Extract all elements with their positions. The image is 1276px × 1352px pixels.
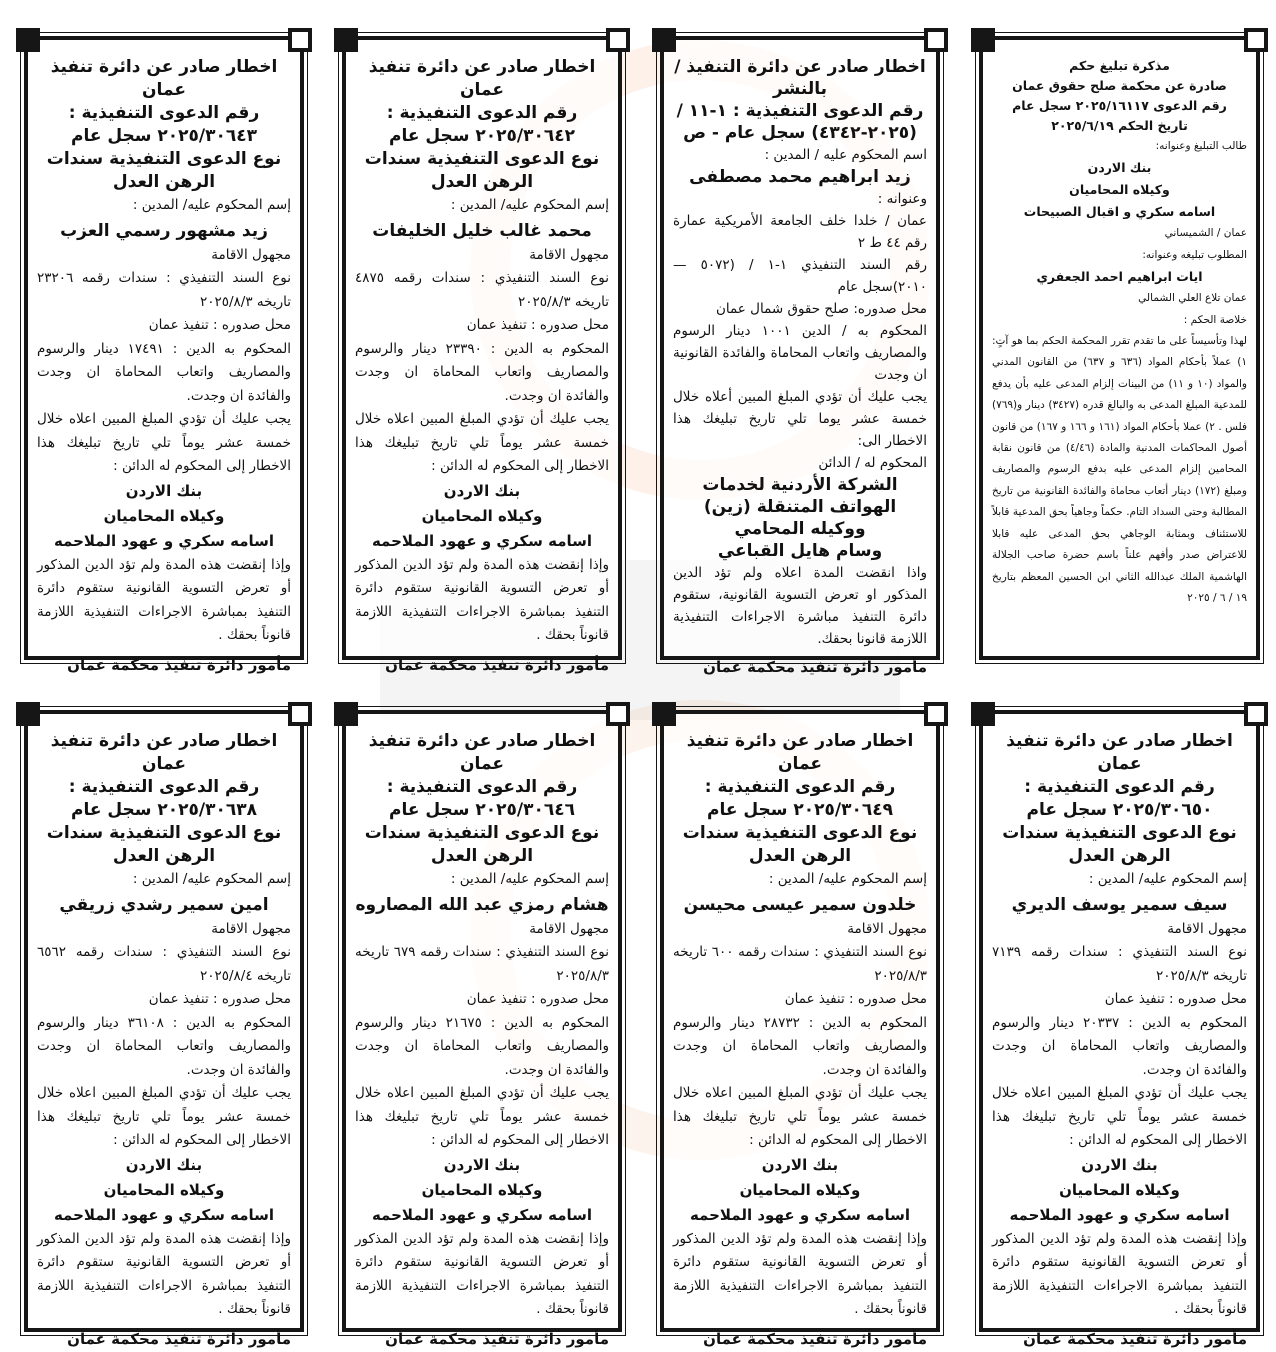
memo-court: صادرة عن محكمة صلح حقوق عمان (1012, 78, 1227, 93)
debtor-label: إسم المحكوم عليه/ المدين : (132, 871, 291, 887)
signature: مأمور دائرة تنفيذ محكمة عمان (67, 655, 291, 674)
creditor-line: وسام هايل القباعي (717, 541, 883, 561)
warning-text: وإذا إنقضت هذه المدة ولم تؤد الدين المذكور أو تعرض التسوية القانونية ستقوم دائرة التنفيذ بمباشرة الاجراءات التنفيذية اللازمة قانوناً بحقك . (992, 1230, 1247, 1317)
debtor-name: سيف سمير يوسف الديري (1011, 894, 1228, 915)
warning-text: وإذا إنقضت هذه المدة ولم تؤد الدين المذكور أو تعرض التسوية القانونية ستقوم دائرة التنفيذ بمباشرة الاجراءات التنفيذية اللازمة قانوناً بحقك . (37, 556, 291, 643)
payment-demand: يجب عليك أن تؤدي المبلغ المبين اعلاه خلال خمسة عشر يوماً تلي تاريخ تبليغك هذا الاخطار إلى المحكوم له الدائن : (37, 1085, 291, 1148)
creditor-line: اسامه سكري و عهود الملاحمه (53, 1205, 275, 1224)
execution-notice (24, 36, 304, 674)
creditor-line: وكيلاه المحاميان (421, 506, 543, 525)
debtor-name: زيد مشهور رسمي العزب (60, 220, 268, 241)
payment-demand: يجب عليك أن تؤدي المبلغ المبين اعلاه خلال خمسة عشر يوماً تلي تاريخ تبليغك هذا الاخطار إلى المحكوم له الدائن : (992, 1085, 1247, 1148)
memo-summary-text: لهذا وتأسيساً على ما تقدم تقرر المحكمة الحكم بما هو آتٍ: ١) عملاً بأحكام المواد (٦٣٦ و ٦٣٧) من القانون المدني والمواد (١٠ و ١١) من البينات إلزام المدعى عليه بأن يدفع للمدعية المبلغ المدعى به والبالغ قدره (٣٤٢٧) دينار و(٧٦٩) فلس . ٢) عملا بأحكام المواد (١٦١ و ١٦٦ و ١٦٧) من قانون أصول المحاكمات المدنية والمادة (٤/٤٦) من قانون نقابة المحامين إلزام المدعى عليه بدفع الرسوم والمصاريف ومبلغ (١٧٢) دينار أتعاب محاماة والفائدة القانونية من تاريخ المطالبة وحتى السداد التام. حكماً وجاهياً بحق المدعية قابلاً للاستئناف وبمثابة الوجاهي بحق المدعى عليه قابلا للاعتراض صدر وأفهم علناً باسم حضرة صاحب الجلالة الهاشمية الملك عبدالله الثاني ابن الحسين المعظم بتاريخ ١٩ / ٦ / ٢٠٢٥ (992, 335, 1247, 604)
execution-notice (660, 710, 940, 1348)
case-type: نوع الدعوى التنفيذية سندات الرهن العدل (364, 149, 600, 192)
debtor-label: إسم المحكوم عليه/ المدين : (768, 871, 927, 887)
debtor-name: خلدون سمير عيسى محيسن (683, 894, 917, 915)
creditor-line: وكيلاه المحاميان (103, 1180, 225, 1199)
case-type: نوع الدعوى التنفيذية سندات الرهن العدل (682, 823, 918, 866)
case-type: نوع الدعوى التنفيذية سندات الرهن العدل (1002, 823, 1237, 866)
memo-requester-line: وكيلاه المحاميان (1069, 182, 1170, 198)
memo-respondent-address: عمان تلاع العلي الشمالي (1138, 292, 1247, 305)
case-label: رقم الدعوى التنفيذية : (386, 103, 578, 123)
warning-text: وإذا إنقضت هذه المدة ولم تؤد الدين المذكور أو تعرض التسوية القانونية ستقوم دائرة التنفيذ بمباشرة الاجراءات التنفيذية اللازمة قانوناً بحقك . (673, 1230, 927, 1317)
execution-notice (342, 36, 622, 674)
bond-info: رقم السند التنفيذي ١-١ / (٥٠٧٢ — ٢٠١٠)سجل عام (673, 257, 927, 295)
creditor-line: ووكيله المحامي (734, 519, 866, 539)
creditor-line: بنك الاردن (125, 1155, 203, 1174)
warning-text: وإذا إنقضت هذه المدة ولم تؤد الدين المذكور أو تعرض التسوية القانونية ستقوم دائرة التنفيذ بمباشرة الاجراءات التنفيذية اللازمة قانوناً بحقك . (355, 556, 609, 643)
signature: مأمور دائرة تنفيذ محكمة عمان (703, 658, 927, 676)
signature: مأمور دائرة تنفيذ محكمة عمان (385, 655, 609, 674)
issuer-info: محل صدوره : تنفيذ عمان (466, 317, 609, 333)
bond-info: نوع السند التنفيذي : سندات رقمه ٦٥٦٢ تاريخه ٢٠٢٥/٨/٤ (37, 944, 291, 984)
debtor-name: هشام رمزي عبد الله المصاروه (355, 894, 609, 915)
creditor-line: الشركة الأردنية لخدمات الهواتف المتنقلة (زين) (702, 475, 898, 517)
notice-title: اخطار صادر عن دائرة تنفيذ عمان (368, 731, 596, 774)
debt-info: المحكوم به الدين : ٢٣٣٩٠ دينار والرسوم والمصاريف واتعاب المحاماة ان وجدت والفائدة ان وجدت. (355, 340, 609, 404)
debtor-name: محمد غالب خليل الخليفات (372, 220, 592, 241)
memo-requester-label: طالب التبليغ وعنوانه: (1155, 140, 1247, 152)
debtor-label: إسم المحكوم عليه/ المدين : (450, 197, 609, 213)
payment-demand: يجب عليك أن تؤدي المبلغ المبين اعلاه خلال خمسة عشر يوماً تلي تاريخ تبليغك هذا الاخطار إلى المحكوم له الدائن : (355, 1085, 609, 1148)
case-label: رقم الدعوى التنفيذية : (1024, 777, 1215, 797)
creditor-line: بنك الاردن (443, 1155, 521, 1174)
creditor-line: وكيلاه المحاميان (103, 506, 225, 525)
issuer-info: محل صدوره : تنفيذ عمان (784, 991, 927, 1007)
case-label: رقم الدعوى التنفيذية : (68, 777, 260, 797)
debtor-address: عمان / خلدا خلف الجامعة الأمريكية عمارة رقم ٤٤ ط ٢ (673, 213, 927, 251)
notice-title: اخطار صادر عن دائرة تنفيذ عمان (1006, 731, 1233, 774)
creditor-line: بنك الاردن (1081, 1155, 1158, 1174)
residence: مجهول الاقامة (211, 246, 291, 263)
creditor-line: بنك الاردن (443, 481, 521, 500)
memo-respondent-label: المطلوب تبليغه وعنوانه: (1142, 248, 1247, 261)
creditor-line: بنك الاردن (761, 1155, 839, 1174)
debt-info: المحكوم به الدين : ٢٠٣٣٧ دينار والرسوم والمصاريف واتعاب المحاماة ان وجدت والفائدة ان وجدت. (992, 1014, 1247, 1078)
execution-notice-zain (660, 36, 940, 676)
creditor-line: وكيلاه المحاميان (1059, 1180, 1180, 1199)
payment-demand: يجب عليك أن تؤدي المبلغ المبين اعلاه خلال خمسة عشر يوماً تلي تاريخ تبليغك هذا الاخطار إلى المحكوم له الدائن : (37, 411, 291, 474)
case-label: رقم الدعوى التنفيذية : (704, 777, 896, 797)
notice-title: اخطار صادر عن دائرة تنفيذ عمان (686, 731, 914, 774)
debtor-name: امين سمير رشدي زريقي (59, 894, 269, 915)
debtor-name: زيد ابراهيم محمد مصطفى (689, 167, 911, 187)
notice-title: اخطار صادر عن دائرة تنفيذ عمان (50, 57, 278, 100)
issuer-info: محل صدوره : تنفيذ عمان (466, 991, 609, 1007)
creditor-label: المحكوم له / الدائن (818, 455, 927, 471)
payment-demand: يجب عليك أن تؤدي المبلغ المبين اعلاه خلال خمسة عشر يوماً تلي تاريخ تبليغك هذا الاخطار إلى المحكوم له الدائن : (673, 1085, 927, 1148)
warning-text: وإذا إنقضت هذه المدة ولم تؤد الدين المذكور أو تعرض التسوية القانونية ستقوم دائرة التنفيذ بمباشرة الاجراءات التنفيذية اللازمة قانوناً بحقك . (355, 1230, 609, 1317)
case-type: نوع الدعوى التنفيذية سندات الرهن العدل (46, 149, 282, 192)
issuer-info: محل صدوره : تنفيذ عمان (148, 317, 291, 333)
case-number: رقم الدعوى التنفيذية : ١-١١ / (٢٠٢٥-٤٣٤٢) سجل عام - ص (676, 101, 924, 143)
memo-judgment-date: تاريخ الحكم ٢٠٢٥/٦/١٩ (1051, 118, 1188, 133)
debt-info: المحكوم به الدين : ٢٨٧٣٢ دينار والرسوم والمصاريف واتعاب المحاماة ان وجدت والفائدة ان وجدت. (673, 1014, 927, 1078)
debtor-label: اسم المحكوم عليه / المدين : (764, 147, 927, 163)
signature: مأمور دائرة تنفيذ محكمة عمان (67, 1329, 291, 1348)
address-label: وعنوانه : (877, 191, 927, 207)
residence: مجهول الاقامة (847, 920, 927, 937)
debtor-label: إسم المحكوم عليه/ المدين : (1088, 871, 1247, 887)
bond-info: نوع السند التنفيذي : سندات رقمه ٦٠٠ تاريخه ٢٠٢٥/٨/٣ (673, 944, 927, 984)
case-label: رقم الدعوى التنفيذية : (386, 777, 578, 797)
payment-demand: يجب عليك أن تؤدي المبلغ المبين اعلاه خلال خمسة عشر يوماً تلي تاريخ تبليغك هذا الاخطار إلى المحكوم له الدائن : (355, 411, 609, 474)
creditor-line: اسامه سكري و عهود الملاحمه (689, 1205, 911, 1224)
creditor-line: وكيلاه المحاميان (739, 1180, 861, 1199)
debt-info: المحكوم به الدين : ٣٦١٠٨ دينار والرسوم والمصاريف واتعاب المحاماة ان وجدت والفائدة ان وجدت. (37, 1014, 291, 1078)
signature: مأمور دائرة تنفيذ محكمة عمان (703, 1329, 927, 1348)
case-type: نوع الدعوى التنفيذية سندات الرهن العدل (364, 823, 600, 866)
execution-notice (979, 710, 1260, 1348)
memo-requester-address: عمان / الشميساني (1164, 227, 1247, 240)
bond-info: نوع السند التنفيذي : سندات رقمه ٢٣٢٠٦ تاريخه ٢٠٢٥/٨/٣ (37, 270, 291, 310)
case-number: ٢٠٢٥/٣٠٦٤٢ سجل عام (388, 126, 576, 146)
issuer-info: محل صدوره : تنفيذ عمان (1104, 991, 1247, 1007)
issuer-info: محل صدوره: صلح حقوق شمال عمان (715, 301, 927, 317)
execution-notice (342, 710, 622, 1348)
creditor-line: اسامه سكري و عهود الملاحمه (371, 1205, 593, 1224)
residence: مجهول الاقامة (529, 246, 609, 263)
debt-info: المحكوم به / الدين ١٠٠١ دينار الرسوم والمصاريف واتعاب المحاماة والفائدة القانونية ان وجدت (673, 323, 927, 383)
bond-info: نوع السند التنفيذي : سندات رقمه ٦٧٩ تاريخه ٢٠٢٥/٨/٣ (355, 944, 609, 984)
payment-demand: يجب عليك أن تؤدي المبلغ المبين أعلاه خلال خمسة عشر يوما تلي تاريخ تبليغك هذا الاخطار الى: (673, 389, 927, 449)
residence: مجهول الاقامة (529, 920, 609, 937)
execution-notice (24, 710, 304, 1348)
notice-title: اخطار صادر عن دائرة تنفيذ عمان (368, 57, 596, 100)
case-type: نوع الدعوى التنفيذية سندات الرهن العدل (46, 823, 282, 866)
case-number: ٢٠٢٥/٣٠٦٤٩ سجل عام (706, 800, 894, 820)
signature: مأمور دائرة تنفيذ محكمة عمان (1023, 1329, 1247, 1348)
notice-title: اخطار صادر عن دائرة التنفيذ / بالنشر (674, 57, 926, 99)
memo-summary-label: خلاصة الحكم : (1183, 313, 1247, 326)
bond-info: نوع السند التنفيذي : سندات رقمه ٧١٣٩ تاريخه ٢٠٢٥/٨/٣ (992, 944, 1247, 984)
memo-title: مذكرة تبليغ حكم (1069, 58, 1170, 73)
case-number: ٢٠٢٥/٣٠٦٣٨ سجل عام (70, 800, 258, 820)
memo-case-number: رقم الدعوى ٢٠٢٥/١٦١١٧ سجل عام (1012, 98, 1227, 113)
residence: مجهول الاقامة (211, 920, 291, 937)
creditor-line: اسامه سكري و عهود الملاحمه (53, 531, 275, 550)
notice-title: اخطار صادر عن دائرة تنفيذ عمان (50, 731, 278, 774)
creditor-line: اسامه سكري و عهود الملاحمه (371, 531, 593, 550)
judgment-notice-memo (979, 36, 1260, 660)
case-number: ٢٠٢٥/٣٠٦٤٦ سجل عام (388, 800, 576, 820)
residence: مجهول الاقامة (1167, 920, 1247, 937)
issuer-info: محل صدوره : تنفيذ عمان (148, 991, 291, 1007)
debtor-label: إسم المحكوم عليه/ المدين : (450, 871, 609, 887)
warning-text: واذا انقضت المدة اعلاه ولم تؤد الدين المذكور او تعرض التسوية القانونية، ستقوم دائرة التنفيذ مباشرة الاجراءات التنفيذية اللازمة قانونا بحقك. (673, 565, 927, 647)
creditor-line: بنك الاردن (125, 481, 203, 500)
memo-respondent-name: ايات ابراهيم احمد الجعفري (1036, 269, 1203, 285)
debtor-label: إسم المحكوم عليه/ المدين : (132, 197, 291, 213)
creditor-line: اسامه سكري و عهود الملاحمه (1009, 1205, 1230, 1224)
case-label: رقم الدعوى التنفيذية : (68, 103, 260, 123)
case-number: ٢٠٢٥/٣٠٦٤٣ سجل عام (70, 126, 258, 146)
signature: مأمور دائرة تنفيذ محكمة عمان (385, 1329, 609, 1348)
memo-requester-line: اسامه سكري و اقبال الصبيحات (1023, 204, 1216, 220)
bond-info: نوع السند التنفيذي : سندات رقمه ٤٨٧٥ تاريخه ٢٠٢٥/٨/٣ (355, 270, 609, 310)
debt-info: المحكوم به الدين : ١٧٤٩١ دينار والرسوم والمصاريف واتعاب المحاماة ان وجدت والفائدة ان وجدت. (37, 340, 291, 404)
debt-info: المحكوم به الدين : ٢١٦٧٥ دينار والرسوم والمصاريف واتعاب المحاماة ان وجدت والفائدة ان وجدت. (355, 1014, 609, 1078)
warning-text: وإذا إنقضت هذه المدة ولم تؤد الدين المذكور أو تعرض التسوية القانونية ستقوم دائرة التنفيذ بمباشرة الاجراءات التنفيذية اللازمة قانوناً بحقك . (37, 1230, 291, 1317)
memo-requester-line: بنك الاردن (1087, 160, 1152, 176)
creditor-line: وكيلاه المحاميان (421, 1180, 543, 1199)
case-number: ٢٠٢٥/٣٠٦٥٠ سجل عام (1026, 800, 1213, 820)
